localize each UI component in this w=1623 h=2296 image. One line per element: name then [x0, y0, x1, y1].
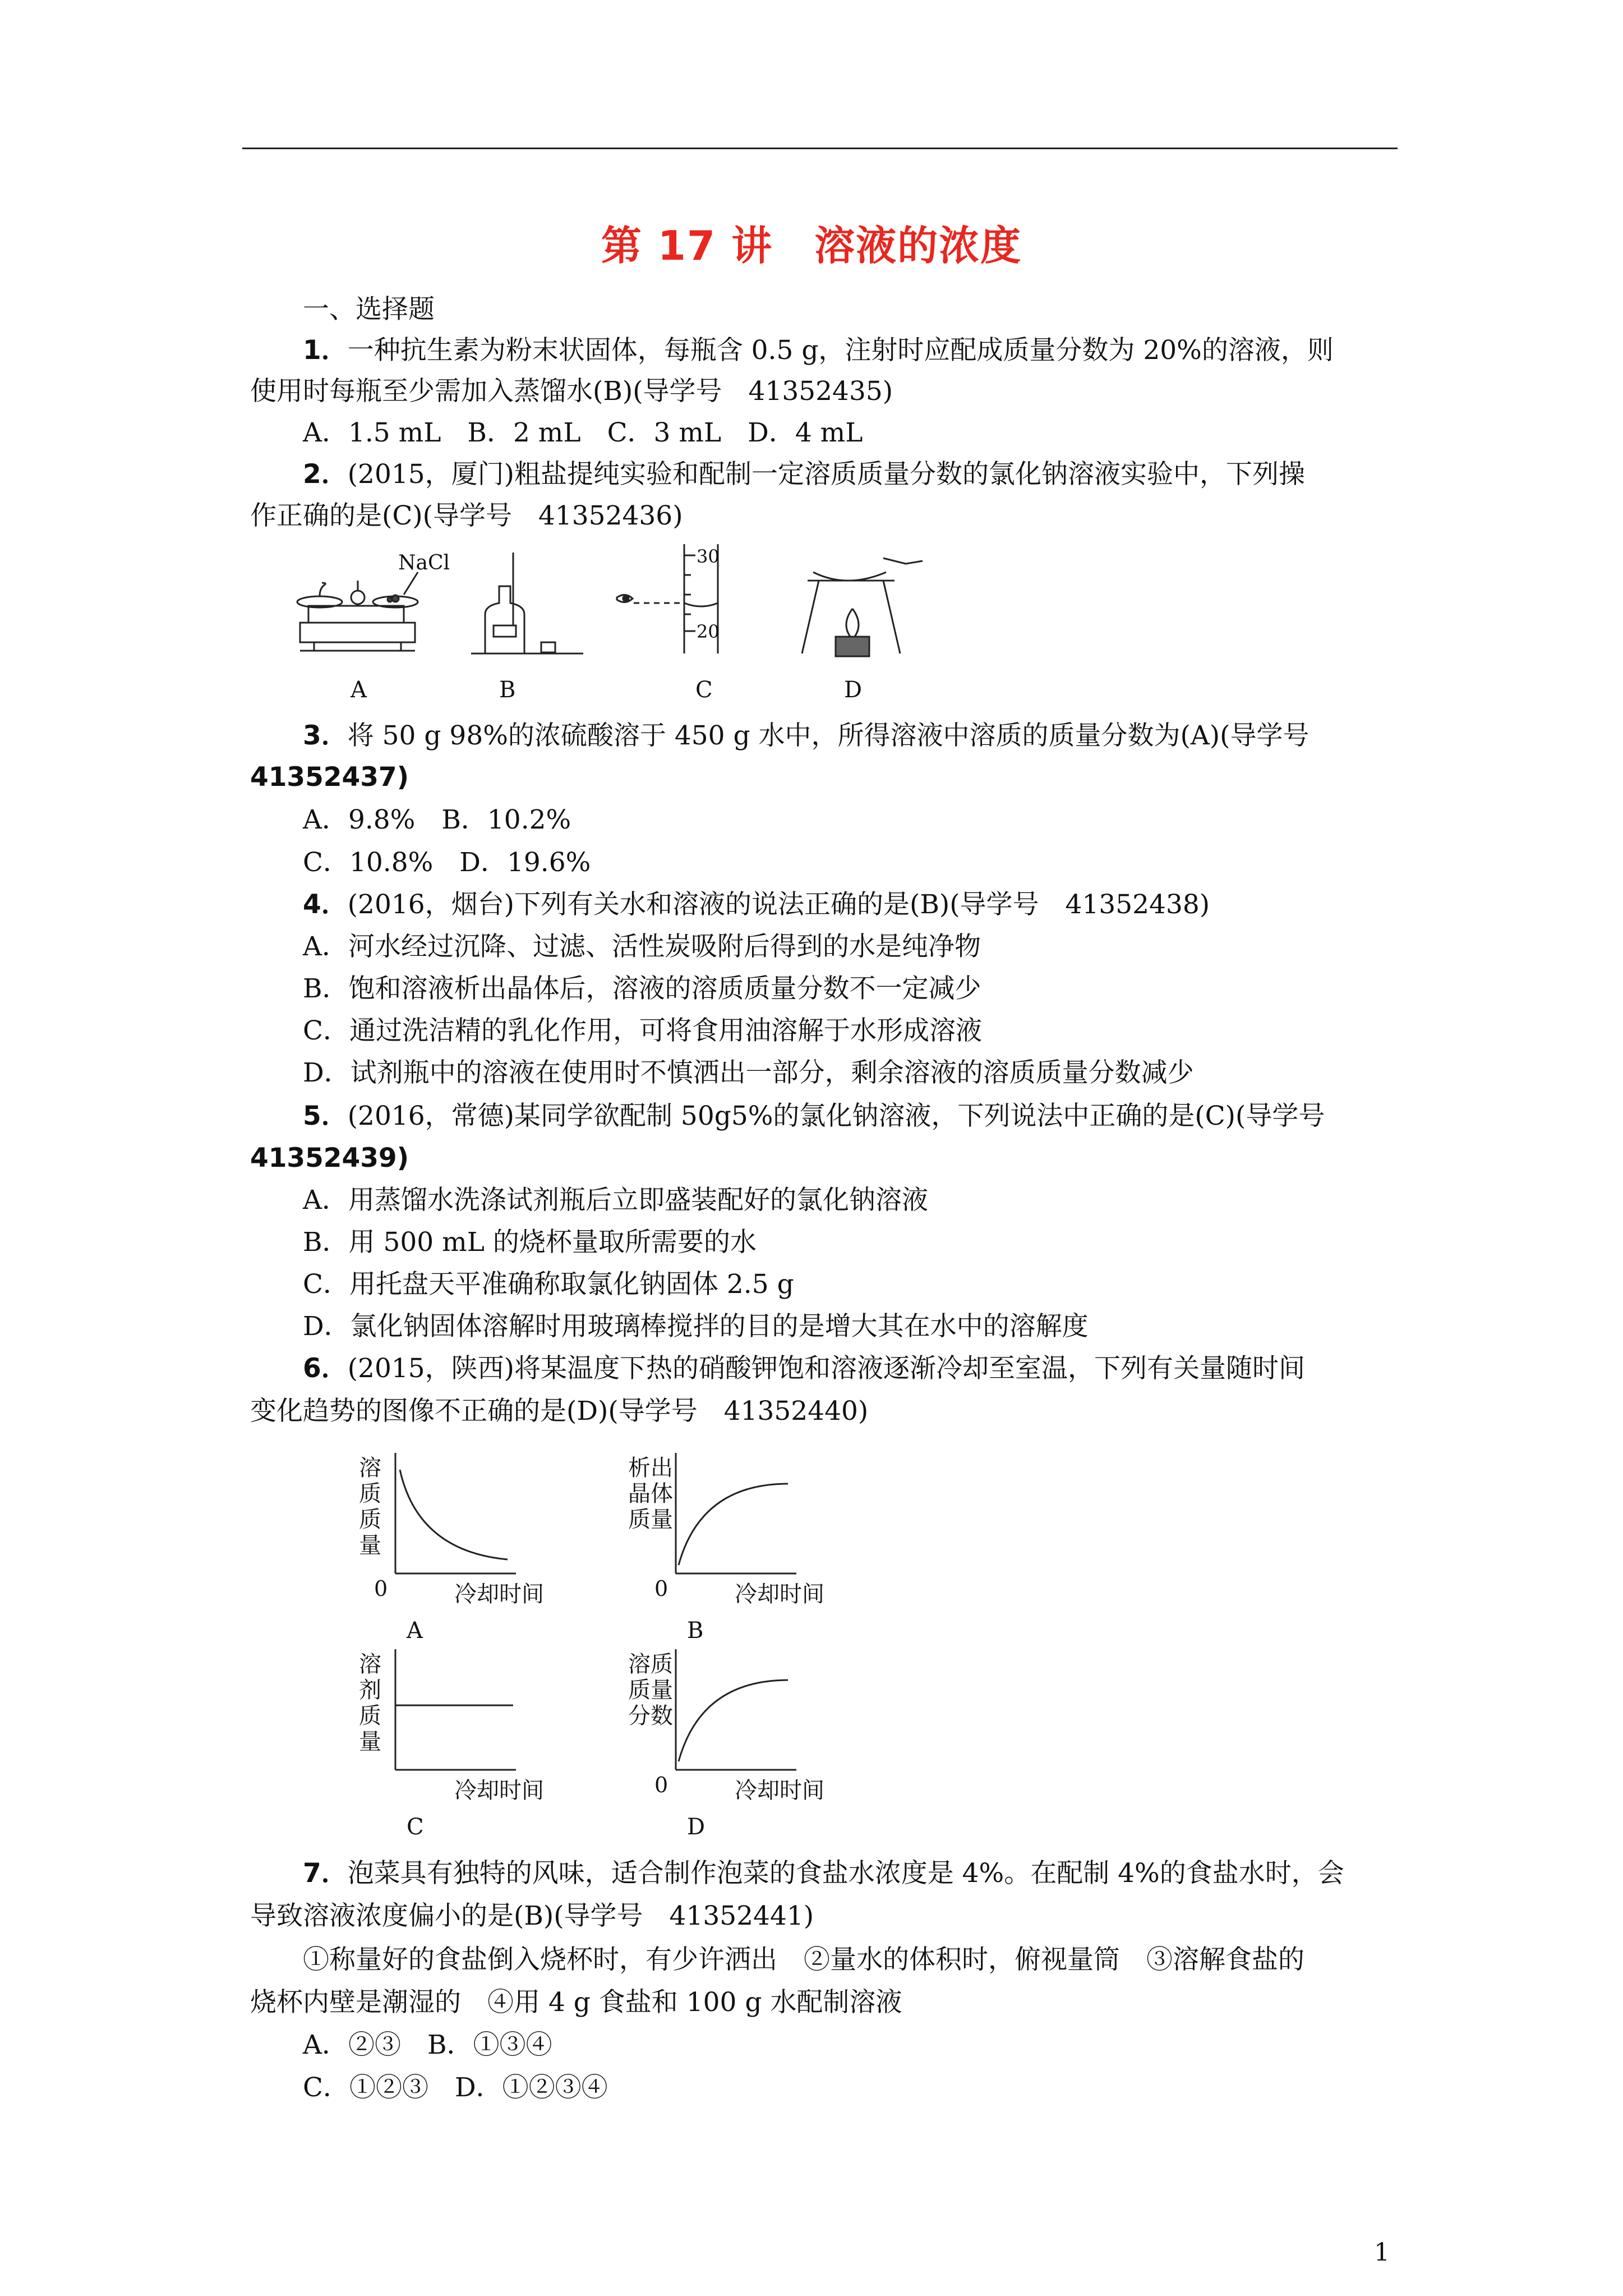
graph-curve [679, 1680, 788, 1761]
y-axis-label: 质 [359, 1481, 381, 1507]
question-text: 变化趋势的图像不正确的是(D)(导学号 41352440) [250, 1396, 869, 1427]
graph-b [628, 1453, 824, 1644]
question-number: 2． [303, 459, 348, 490]
graph-a [359, 1453, 544, 1644]
options: C．10.8% D．19.6% [303, 847, 591, 878]
evaporation-figure [802, 558, 923, 656]
option-b: B．用 500 mL 的烧杯量取所需要的水 [303, 1227, 757, 1258]
y-axis-label: 质量 [628, 1677, 673, 1703]
question-6 [303, 1352, 1305, 1386]
y-axis-label: 量 [359, 1533, 381, 1558]
options: A．②③ B．①③④ [303, 2030, 552, 2060]
question-number: 3． [303, 720, 348, 751]
y-axis-label: 分数 [628, 1703, 673, 1729]
y-axis-label: 溶 [359, 1651, 381, 1677]
origin-label: 0 [654, 1576, 668, 1601]
option-c: C．用托盘天平准确称取氯化钠固体 2.5 g [303, 1269, 794, 1300]
question-number: 1． [303, 335, 348, 366]
header-rule [242, 148, 1398, 149]
figure-label-b: B [499, 677, 516, 703]
question-text: (2015，陕西)将某温度下热的硝酸钾饱和溶液逐渐冷却至室温，下列有关量随时间 [347, 1353, 1305, 1384]
x-axis-label: 冷却时间 [735, 1581, 824, 1607]
page-number: 1 [1374, 2238, 1390, 2267]
question-number: 7． [303, 1858, 348, 1889]
options: C．①②③ D．①②③④ [303, 2072, 608, 2103]
y-axis-label: 析出 [628, 1455, 673, 1481]
question-text: 41352439) [250, 1143, 409, 1174]
graph-d [628, 1649, 824, 1840]
option-d: D．氯化钠固体溶解时用玻璃棒搅拌的目的是增大其在水中的溶解度 [303, 1311, 1089, 1342]
y-axis-label: 溶 [359, 1455, 381, 1481]
graph-letter: B [687, 1618, 704, 1644]
cylinder-mark-30: 30 [697, 546, 720, 567]
origin-label: 0 [374, 1576, 388, 1601]
y-axis-label: 晶体 [628, 1481, 673, 1507]
origin-label: 0 [654, 1773, 668, 1797]
graph-letter: A [407, 1618, 423, 1644]
question-text: 41352437) [250, 762, 409, 793]
question-text: (2016，常德)某同学欲配制 50g5%的氯化钠溶液，下列说法中正确的是(C)(导学号 [347, 1101, 1325, 1131]
options: A．1.5 mL B．2 mL C．3 mL D．4 mL [303, 417, 863, 448]
x-axis-label: 冷却时间 [454, 1778, 544, 1803]
page-title: 第 17 讲 溶液的浓度 [601, 222, 1022, 269]
cylinder-mark-20: 20 [697, 621, 720, 642]
y-axis-label: 质量 [628, 1507, 673, 1533]
question-number: 5． [303, 1101, 348, 1131]
option-c: C．通过洗洁精的乳化作用，可将食用油溶解于水形成溶液 [303, 1015, 982, 1046]
option-d: D．试剂瓶中的溶液在使用时不慎洒出一部分，剩余溶液的溶质质量分数减少 [303, 1057, 1194, 1088]
options: A．9.8% B．10.2% [303, 804, 571, 835]
question-text: (2016，烟台)下列有关水和溶液的说法正确的是(B)(导学号 41352438) [347, 889, 1210, 920]
question-5 [303, 1099, 1325, 1133]
graph-letter: D [687, 1814, 706, 1840]
graph-curve [400, 1470, 508, 1559]
lab-operations-figure [292, 541, 1032, 710]
figure-label-d: D [844, 677, 863, 703]
question-1 [303, 334, 1334, 367]
question-3 [303, 719, 1309, 753]
question-text: 泡菜具有独特的风味，适合制作泡菜的食盐水浓度是 4%。在配制 4%的食盐水时，会 [347, 1858, 1344, 1889]
option-b: B．饱和溶液析出晶体后，溶液的溶质质量分数不一定减少 [303, 973, 981, 1004]
graph-c [359, 1649, 544, 1840]
y-axis-label: 量 [359, 1729, 381, 1755]
statements: 烧杯内壁是潮湿的 ④用 4 g 食盐和 100 g 水配制溶液 [250, 1987, 902, 2018]
graph-letter: C [407, 1814, 424, 1840]
question-number: 6． [303, 1353, 348, 1384]
section-heading: 一、选择题 [303, 294, 435, 325]
question-text: 使用时每瓶至少需加入蒸馏水(B)(导学号 41352435) [250, 376, 893, 407]
y-axis-label: 质 [359, 1703, 381, 1729]
balance-figure [297, 572, 418, 651]
y-axis-label: 剂 [359, 1677, 381, 1703]
nacl-label: NaCl [398, 551, 450, 574]
question-number: 4． [303, 889, 348, 920]
graph-curve [679, 1484, 788, 1565]
y-axis-label: 质 [359, 1507, 381, 1533]
question-text: 导致溶液浓度偏小的是(B)(导学号 41352441) [250, 1901, 814, 1931]
y-axis-label: 溶质 [628, 1651, 673, 1677]
question-7 [303, 1857, 1344, 1890]
x-axis-label: 冷却时间 [735, 1778, 824, 1803]
question-text: 作正确的是(C)(导学号 41352436) [250, 500, 683, 531]
option-a: A．河水经过沉降、过滤、活性炭吸附后得到的水是纯净物 [303, 931, 981, 962]
question-text: 一种抗生素为粉末状固体，每瓶含 0.5 g，注射时应配成质量分数为 20%的溶液，则 [347, 335, 1334, 366]
question-text: 将 50 g 98%的浓硫酸溶于 450 g 水中，所得溶液中溶质的质量分数为(A)(导学号 [347, 720, 1310, 751]
question-4 [303, 888, 1210, 922]
option-a: A．用蒸馏水洗涤试剂瓶后立即盛装配好的氯化钠溶液 [303, 1185, 928, 1216]
figure-label-c: C [695, 677, 713, 703]
figure-label-a: A [351, 677, 367, 703]
cooling-graphs-figure [280, 1442, 897, 1846]
x-axis-label: 冷却时间 [454, 1581, 544, 1607]
question-text: (2015，厦门)粗盐提纯实验和配制一定溶质质量分数的氯化钠溶液实验中，下列操 [347, 459, 1305, 490]
reagent-bottle-figure [471, 553, 583, 654]
question-2 [303, 458, 1305, 491]
statements: ①称量好的食盐倒入烧杯时，有少许洒出 ②量水的体积时，俯视量筒 ③溶解食盐的 [303, 1944, 1304, 1975]
